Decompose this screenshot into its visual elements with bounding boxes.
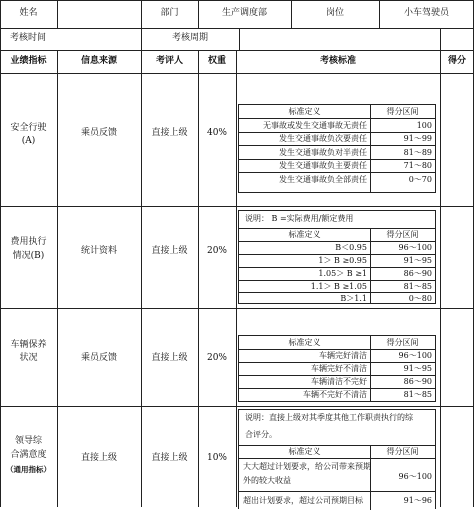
dept-label: 部门: [160, 8, 179, 18]
col-divider: [236, 50, 237, 507]
indicator-name: 车辆保养: [10, 340, 47, 350]
note-line: 说明：直接上级对其季度其他工作职责执行的综: [245, 413, 413, 422]
standard-definition: 车辆不完好不清洁: [303, 390, 367, 399]
score-range: 0～70: [408, 175, 432, 184]
col-header-source: 信息来源: [80, 56, 117, 66]
standard-definition: 超出计划要求，超过公司预期目标: [243, 496, 363, 505]
name-label: 姓名: [19, 8, 38, 18]
info-source: 乘员反馈: [80, 128, 117, 138]
score-range: 91～95: [403, 256, 432, 265]
standard-definition: 发生交通事故负次要责任: [279, 134, 367, 143]
col-divider: [239, 28, 240, 50]
indicator-code: (A): [21, 136, 36, 146]
standard-header: 标准定义: [288, 230, 321, 239]
score-range: 81～85: [403, 282, 432, 291]
table-border-top: [0, 0, 474, 1]
col-header-rater: 考评人: [155, 56, 183, 66]
standard-header: 标准定义: [288, 107, 321, 116]
col-divider: [57, 0, 58, 28]
col-divider: [141, 50, 142, 507]
standard-definition: 大大超过计划要求，给公司带来预期: [243, 462, 371, 471]
score-range-header: 得分区间: [386, 230, 419, 239]
score-range: 91～99: [403, 134, 432, 143]
weight: 10%: [206, 453, 227, 463]
col-divider: [198, 50, 199, 507]
position-value: 小车驾驶员: [403, 8, 449, 18]
row-divider: [0, 206, 474, 207]
info-source: 乘员反馈: [80, 353, 117, 363]
scoring-table: [238, 335, 436, 402]
standard-definition: 无事故或发生交通事故无责任: [263, 121, 367, 130]
col-header-weight: 权重: [207, 56, 226, 66]
indicator-name-line2: 状况: [19, 353, 38, 363]
standard-definition: 1.1＞ B ≥1.05: [310, 282, 367, 291]
row-divider: [0, 406, 474, 407]
weight: 20%: [206, 246, 227, 256]
weight: 40%: [206, 128, 227, 138]
indicator-tag: （通用指标）: [6, 465, 51, 474]
standard-definition: 车辆清洁不完好: [311, 377, 367, 386]
indicator-code: 情况(B): [12, 251, 45, 261]
score-range: 81～89: [403, 148, 432, 157]
col-divider: [57, 50, 58, 507]
score-range: 96～100: [398, 243, 432, 252]
score-range: 96～100: [398, 351, 432, 360]
col-header-standard: 考核标准: [319, 56, 356, 66]
info-source: 直接上级: [80, 453, 117, 463]
weight: 20%: [206, 353, 227, 363]
score-range: 86～90: [403, 269, 432, 278]
score-range-header: 得分区间: [386, 447, 419, 456]
score-range: 91～95: [403, 364, 432, 373]
score-range: 0～80: [408, 294, 432, 303]
row-divider: [0, 50, 474, 51]
standard-definition: B＜0.95: [335, 243, 367, 252]
formula-note: 说明： B =实际费用/额定费用: [245, 214, 354, 223]
standard-definition: 发生交通事故负主要责任: [279, 161, 367, 170]
score-range: 100: [416, 121, 432, 130]
standard-definition: B＞1.1: [340, 294, 367, 303]
score-range-header: 得分区间: [386, 338, 419, 347]
rater: 直接上级: [151, 353, 188, 363]
standard-definition: 车辆完好清洁: [319, 351, 367, 360]
indicator-name-line2: 合满意度: [10, 450, 47, 460]
scoring-table: [238, 104, 436, 193]
info-source: 统计资料: [80, 246, 117, 256]
score-range: 81～85: [403, 390, 432, 399]
row-divider: [0, 73, 474, 74]
scoring-table: [238, 409, 436, 509]
col-header-score: 得分: [447, 56, 466, 66]
time-label: 考核时间: [10, 33, 47, 43]
indicator-name: 费用执行: [10, 237, 47, 247]
rater: 直接上级: [151, 246, 188, 256]
position-label: 岗位: [325, 8, 344, 18]
rater: 直接上级: [151, 453, 188, 463]
score-range: 86～90: [403, 377, 432, 386]
standard-header: 标准定义: [288, 447, 321, 456]
standard-header: 标准定义: [288, 338, 321, 347]
row-divider: [0, 28, 474, 29]
indicator-name: 领导综: [14, 436, 42, 446]
standard-definition: 1＞ B ≥0.95: [318, 256, 367, 265]
score-range-header: 得分区间: [386, 107, 419, 116]
score-range: 71～80: [403, 161, 432, 170]
col-divider: [440, 28, 441, 50]
note-line: 合评分。: [245, 430, 277, 439]
period-label: 考核周期: [171, 33, 208, 43]
standard-definition: 1.05＞ B ≥1: [318, 269, 367, 278]
score-range: 96～100: [398, 472, 432, 481]
dept-value: 生产调度部: [221, 8, 267, 18]
standard-definition: 发生交通事故负全部责任: [279, 175, 367, 184]
standard-definition: 车辆完好不清洁: [311, 364, 367, 373]
standard-definition: 发生交通事故负对半责任: [279, 148, 367, 157]
scoring-table: [238, 210, 436, 304]
rater: 直接上级: [151, 128, 188, 138]
row-divider: [0, 308, 474, 309]
col-divider: [440, 50, 441, 507]
indicator-name: 安全行驶: [10, 123, 47, 133]
col-header-indicator: 业绩指标: [10, 56, 47, 66]
standard-definition-line2: 外的较大收益: [243, 476, 291, 485]
score-range: 91～96: [403, 496, 432, 505]
